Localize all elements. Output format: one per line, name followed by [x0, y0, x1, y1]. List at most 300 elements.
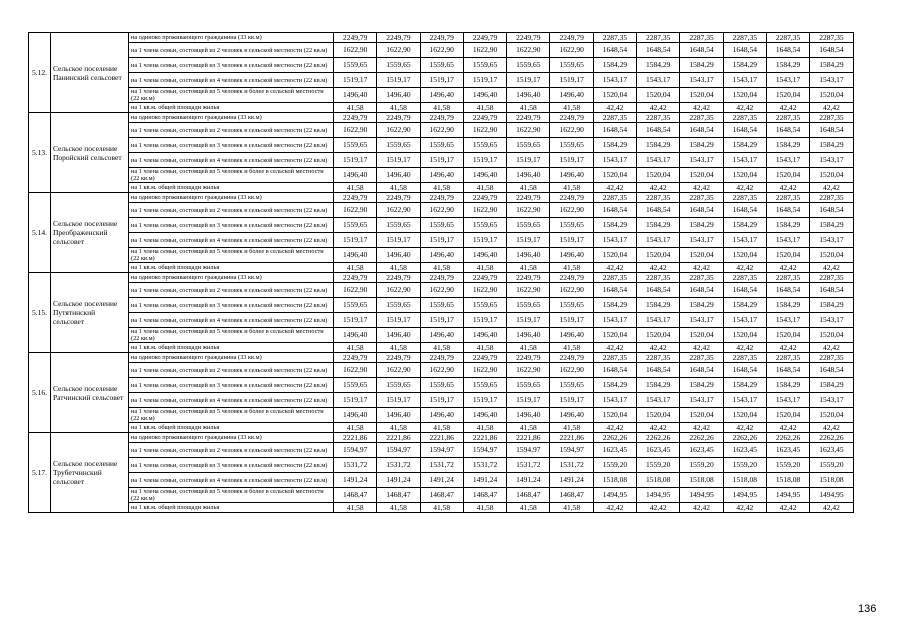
value-cell: 1496,40: [377, 88, 420, 103]
value-cell: 1622,90: [463, 283, 506, 298]
value-cell: 1531,72: [507, 458, 550, 473]
value-cell: 1520,04: [723, 248, 766, 263]
table-row: [29, 218, 854, 233]
value-cell: 2287,35: [810, 113, 853, 123]
value-cell: 1520,04: [723, 168, 766, 183]
value-cell: 2249,79: [377, 113, 420, 123]
value-cell: 1648,54: [766, 43, 809, 58]
value-cell: 2249,79: [377, 353, 420, 363]
value-cell: 1519,17: [420, 393, 463, 408]
value-cell: 2287,35: [766, 353, 809, 363]
value-cell: 1559,65: [507, 138, 550, 153]
table-row: [29, 103, 854, 113]
value-cell: 42,42: [810, 183, 853, 193]
value-cell: 1531,72: [377, 458, 420, 473]
table-row: [29, 313, 854, 328]
value-cell: 1584,29: [810, 378, 853, 393]
table-row: [29, 283, 854, 298]
value-cell: 2221,86: [550, 433, 593, 443]
value-cell: 42,42: [723, 503, 766, 513]
value-cell: 1622,90: [420, 43, 463, 58]
value-cell: 41,58: [377, 103, 420, 113]
value-cell: 2249,79: [334, 113, 377, 123]
value-cell: 1648,54: [723, 283, 766, 298]
value-cell: 1622,90: [550, 123, 593, 138]
row-description: на 1 члена семьи, состоящей из 2 человек в сельской местности (22 кв.м): [129, 203, 334, 218]
value-cell: 1622,90: [550, 283, 593, 298]
value-cell: 1519,17: [334, 313, 377, 328]
value-cell: 1623,45: [766, 443, 809, 458]
value-cell: 1648,54: [766, 283, 809, 298]
value-cell: 1531,72: [420, 458, 463, 473]
value-cell: 1543,17: [766, 233, 809, 248]
value-cell: 1622,90: [334, 283, 377, 298]
value-cell: 1594,97: [463, 443, 506, 458]
row-description: на одиноко проживающего гражданина (33 кв.м): [129, 353, 334, 363]
value-cell: 41,58: [420, 183, 463, 193]
value-cell: 42,42: [593, 183, 636, 193]
row-description: на 1 члена семьи, состоящей из 3 человек в сельской местности (22 кв.м): [129, 458, 334, 473]
value-cell: 2287,35: [766, 113, 809, 123]
value-cell: 1559,65: [377, 218, 420, 233]
value-cell: 1520,04: [680, 328, 723, 343]
value-cell: 1584,29: [810, 298, 853, 313]
value-cell: 1531,72: [463, 458, 506, 473]
value-cell: 1559,65: [550, 298, 593, 313]
value-cell: 1584,29: [766, 218, 809, 233]
value-cell: 1559,65: [550, 378, 593, 393]
value-cell: 1496,40: [334, 408, 377, 423]
row-description: на 1 члена семьи, состоящей из 5 человек и более в сельской местности (22 кв.м): [129, 328, 334, 343]
value-cell: 1519,17: [463, 233, 506, 248]
value-cell: 1584,29: [810, 58, 853, 73]
table-row: [29, 33, 854, 43]
value-cell: 2249,79: [377, 33, 420, 43]
row-description: на 1 кв.м. общей площади жилья: [129, 503, 334, 513]
value-cell: 2249,79: [334, 353, 377, 363]
value-cell: 1496,40: [463, 408, 506, 423]
value-cell: 1559,65: [420, 138, 463, 153]
settlement-name: Сельское поселение Ратчинский сельсовет: [51, 353, 129, 433]
value-cell: 41,58: [550, 103, 593, 113]
value-cell: 41,58: [377, 423, 420, 433]
value-cell: 2287,35: [723, 273, 766, 283]
value-cell: 1468,47: [377, 488, 420, 503]
value-cell: 41,58: [420, 263, 463, 273]
value-cell: 1622,90: [463, 43, 506, 58]
value-cell: 2249,79: [507, 353, 550, 363]
value-cell: 1622,90: [334, 203, 377, 218]
value-cell: 2249,79: [550, 353, 593, 363]
value-cell: 1559,20: [637, 458, 680, 473]
value-cell: 1559,20: [723, 458, 766, 473]
value-cell: 1559,65: [334, 218, 377, 233]
row-description: на 1 кв.м. общей площади жилья: [129, 183, 334, 193]
value-cell: 1520,04: [593, 88, 636, 103]
value-cell: 42,42: [593, 423, 636, 433]
value-cell: 1584,29: [593, 378, 636, 393]
value-cell: 42,42: [723, 183, 766, 193]
table-row: [29, 433, 854, 443]
value-cell: 1594,97: [507, 443, 550, 458]
value-cell: 1468,47: [507, 488, 550, 503]
value-cell: 1543,17: [637, 233, 680, 248]
value-cell: 42,42: [680, 423, 723, 433]
value-cell: 1496,40: [420, 328, 463, 343]
value-cell: 1648,54: [593, 283, 636, 298]
table-row: [29, 408, 854, 423]
value-cell: 42,42: [593, 343, 636, 353]
value-cell: 1491,24: [550, 473, 593, 488]
value-cell: 1520,04: [810, 168, 853, 183]
value-cell: 1496,40: [420, 248, 463, 263]
value-cell: 1519,17: [463, 153, 506, 168]
value-cell: 1491,24: [377, 473, 420, 488]
value-cell: 1594,97: [420, 443, 463, 458]
value-cell: 1648,54: [723, 123, 766, 138]
value-cell: 42,42: [680, 103, 723, 113]
value-cell: 1559,20: [766, 458, 809, 473]
value-cell: 1648,54: [723, 203, 766, 218]
value-cell: 1584,29: [766, 58, 809, 73]
table-row: [29, 363, 854, 378]
value-cell: 1648,54: [593, 363, 636, 378]
row-description: на одиноко проживающего гражданина (33 кв.м): [129, 433, 334, 443]
value-cell: 41,58: [420, 423, 463, 433]
value-cell: 1543,17: [680, 313, 723, 328]
value-cell: 1648,54: [810, 203, 853, 218]
value-cell: 41,58: [334, 503, 377, 513]
table-row: [29, 263, 854, 273]
value-cell: 41,58: [507, 263, 550, 273]
value-cell: 2221,86: [334, 433, 377, 443]
value-cell: 1496,40: [463, 168, 506, 183]
value-cell: 1519,17: [420, 233, 463, 248]
value-cell: 1543,17: [637, 73, 680, 88]
table-row: [29, 488, 854, 503]
value-cell: 1584,29: [810, 218, 853, 233]
row-description: на 1 члена семьи, состоящей из 2 человек в сельской местности (22 кв.м): [129, 123, 334, 138]
value-cell: 41,58: [377, 503, 420, 513]
tariff-table: [28, 32, 854, 513]
value-cell: 2287,35: [680, 353, 723, 363]
value-cell: 1648,54: [637, 203, 680, 218]
row-description: на 1 члена семьи, состоящей из 3 человек в сельской местности (22 кв.м): [129, 378, 334, 393]
value-cell: 2221,86: [463, 433, 506, 443]
value-cell: 42,42: [593, 103, 636, 113]
value-cell: 1584,29: [593, 218, 636, 233]
value-cell: 1520,04: [810, 248, 853, 263]
row-description: на одиноко проживающего гражданина (33 кв.м): [129, 113, 334, 123]
row-description: на 1 члена семьи, состоящей из 3 человек в сельской местности (22 кв.м): [129, 138, 334, 153]
value-cell: 1648,54: [766, 363, 809, 378]
value-cell: 1622,90: [377, 43, 420, 58]
value-cell: 1559,65: [463, 218, 506, 233]
value-cell: 1491,24: [334, 473, 377, 488]
value-cell: 2249,79: [463, 273, 506, 283]
value-cell: 2249,79: [463, 33, 506, 43]
value-cell: 1622,90: [507, 43, 550, 58]
value-cell: 1543,17: [637, 313, 680, 328]
value-cell: 1622,90: [377, 363, 420, 378]
row-description: на 1 кв.м. общей площади жилья: [129, 103, 334, 113]
value-cell: 1648,54: [680, 283, 723, 298]
value-cell: 1496,40: [507, 168, 550, 183]
value-cell: 2249,79: [507, 33, 550, 43]
value-cell: 1520,04: [723, 88, 766, 103]
value-cell: 1494,95: [810, 488, 853, 503]
value-cell: 1559,65: [420, 58, 463, 73]
row-description: на 1 кв.м. общей площади жилья: [129, 343, 334, 353]
value-cell: 1496,40: [507, 408, 550, 423]
value-cell: 1519,17: [420, 153, 463, 168]
value-cell: 1496,40: [334, 248, 377, 263]
value-cell: 41,58: [550, 503, 593, 513]
value-cell: 1519,17: [377, 153, 420, 168]
value-cell: 1496,40: [550, 168, 593, 183]
value-cell: 41,58: [507, 183, 550, 193]
table-row: [29, 503, 854, 513]
value-cell: 41,58: [507, 103, 550, 113]
row-description: на 1 члена семьи, состоящей из 4 человек в сельской местности (22 кв.м): [129, 473, 334, 488]
value-cell: 1584,29: [766, 298, 809, 313]
value-cell: 41,58: [334, 183, 377, 193]
value-cell: 1518,08: [637, 473, 680, 488]
value-cell: 1468,47: [420, 488, 463, 503]
value-cell: 1496,40: [550, 88, 593, 103]
value-cell: 41,58: [377, 263, 420, 273]
row-description: на 1 члена семьи, состоящей из 5 человек и более в сельской местности (22 кв.м): [129, 168, 334, 183]
value-cell: 1559,20: [593, 458, 636, 473]
value-cell: 1496,40: [507, 88, 550, 103]
value-cell: 1559,65: [463, 138, 506, 153]
value-cell: 1559,65: [334, 378, 377, 393]
row-description: на одиноко проживающего гражданина (33 кв.м): [129, 33, 334, 43]
value-cell: 1622,90: [420, 123, 463, 138]
value-cell: 2249,79: [550, 113, 593, 123]
value-cell: 1496,40: [334, 88, 377, 103]
value-cell: 42,42: [637, 423, 680, 433]
value-cell: 1648,54: [810, 283, 853, 298]
value-cell: 1584,29: [680, 58, 723, 73]
table-row: [29, 193, 854, 203]
value-cell: 1518,08: [680, 473, 723, 488]
value-cell: 42,42: [810, 103, 853, 113]
value-cell: 41,58: [550, 183, 593, 193]
value-cell: 1520,04: [766, 88, 809, 103]
table-row: [29, 153, 854, 168]
value-cell: 42,42: [766, 263, 809, 273]
value-cell: 2287,35: [593, 273, 636, 283]
value-cell: 1622,90: [463, 123, 506, 138]
value-cell: 2249,79: [420, 33, 463, 43]
page-number: 136: [858, 603, 877, 615]
value-cell: 1520,04: [766, 328, 809, 343]
value-cell: 2249,79: [334, 193, 377, 203]
value-cell: 1519,17: [334, 233, 377, 248]
value-cell: 1559,65: [377, 298, 420, 313]
value-cell: 1543,17: [593, 153, 636, 168]
value-cell: 1496,40: [550, 248, 593, 263]
section-index: 5.15.: [29, 273, 51, 353]
value-cell: 1559,65: [507, 298, 550, 313]
table-row: [29, 203, 854, 218]
value-cell: 1622,90: [463, 363, 506, 378]
value-cell: 2249,79: [377, 193, 420, 203]
value-cell: 1543,17: [810, 313, 853, 328]
value-cell: 1584,29: [637, 138, 680, 153]
value-cell: 2287,35: [637, 353, 680, 363]
value-cell: 1622,90: [334, 123, 377, 138]
value-cell: 1584,29: [723, 138, 766, 153]
value-cell: 1519,17: [334, 153, 377, 168]
value-cell: 2287,35: [680, 33, 723, 43]
value-cell: 1648,54: [637, 363, 680, 378]
value-cell: 2262,26: [593, 433, 636, 443]
value-cell: 42,42: [723, 263, 766, 273]
value-cell: 2287,35: [766, 33, 809, 43]
value-cell: 1519,17: [507, 153, 550, 168]
value-cell: 1648,54: [637, 283, 680, 298]
table-row: [29, 343, 854, 353]
value-cell: 1559,20: [680, 458, 723, 473]
table-row: [29, 233, 854, 248]
section-index: 5.13.: [29, 113, 51, 193]
row-description: на 1 члена семьи, состоящей из 5 человек и более в сельской местности (22 кв.м): [129, 488, 334, 503]
value-cell: 2249,79: [334, 273, 377, 283]
value-cell: 1519,17: [463, 73, 506, 88]
value-cell: 1520,04: [810, 408, 853, 423]
value-cell: 1622,90: [507, 363, 550, 378]
value-cell: 1559,65: [334, 298, 377, 313]
row-description: на 1 члена семьи, состоящей из 2 человек в сельской местности (22 кв.м): [129, 363, 334, 378]
value-cell: 42,42: [637, 103, 680, 113]
value-cell: 1623,45: [723, 443, 766, 458]
value-cell: 1559,65: [463, 58, 506, 73]
table-row: [29, 58, 854, 73]
section-index: 5.14.: [29, 193, 51, 273]
value-cell: 1594,97: [334, 443, 377, 458]
value-cell: 1519,17: [377, 393, 420, 408]
value-cell: 2287,35: [680, 193, 723, 203]
value-cell: 1584,29: [637, 298, 680, 313]
value-cell: 1648,54: [810, 363, 853, 378]
value-cell: 2249,79: [463, 353, 506, 363]
value-cell: 1584,29: [680, 378, 723, 393]
value-cell: 42,42: [766, 503, 809, 513]
value-cell: 1543,17: [766, 153, 809, 168]
value-cell: 41,58: [463, 103, 506, 113]
value-cell: 2287,35: [723, 353, 766, 363]
value-cell: 1594,97: [377, 443, 420, 458]
value-cell: 1543,17: [680, 233, 723, 248]
value-cell: 1648,54: [680, 203, 723, 218]
value-cell: 1559,65: [377, 138, 420, 153]
value-cell: 42,42: [810, 263, 853, 273]
value-cell: 1543,17: [723, 73, 766, 88]
value-cell: 2249,79: [550, 193, 593, 203]
table-row: [29, 183, 854, 193]
value-cell: 2287,35: [593, 33, 636, 43]
value-cell: 1622,90: [377, 123, 420, 138]
row-description: на 1 члена семьи, состоящей из 5 человек и более в сельской местности (22 кв.м): [129, 248, 334, 263]
value-cell: 1496,40: [377, 328, 420, 343]
value-cell: 2249,79: [507, 113, 550, 123]
value-cell: 2221,86: [507, 433, 550, 443]
value-cell: 1584,29: [723, 378, 766, 393]
value-cell: 1494,95: [766, 488, 809, 503]
value-cell: 1543,17: [810, 233, 853, 248]
value-cell: 1519,17: [507, 313, 550, 328]
value-cell: 1496,40: [334, 328, 377, 343]
value-cell: 1496,40: [377, 408, 420, 423]
value-cell: 1543,17: [810, 153, 853, 168]
value-cell: 1622,90: [550, 43, 593, 58]
value-cell: 2287,35: [637, 273, 680, 283]
value-cell: 1622,90: [377, 203, 420, 218]
table-row: [29, 123, 854, 138]
value-cell: 1520,04: [637, 408, 680, 423]
value-cell: 1622,90: [334, 43, 377, 58]
value-cell: 42,42: [810, 423, 853, 433]
value-cell: 1468,47: [334, 488, 377, 503]
value-cell: 1543,17: [680, 153, 723, 168]
value-cell: 1559,65: [334, 58, 377, 73]
table-row: [29, 43, 854, 58]
value-cell: 1623,45: [593, 443, 636, 458]
value-cell: 1559,65: [550, 58, 593, 73]
value-cell: 1520,04: [680, 168, 723, 183]
value-cell: 1520,04: [637, 248, 680, 263]
value-cell: 2221,86: [420, 433, 463, 443]
row-description: на 1 члена семьи, состоящей из 4 человек в сельской местности (22 кв.м): [129, 233, 334, 248]
value-cell: 1496,40: [550, 408, 593, 423]
value-cell: 1496,40: [463, 328, 506, 343]
settlement-name: Сельское поселение Панинский сельсовет: [51, 33, 129, 113]
value-cell: 2249,79: [420, 273, 463, 283]
value-cell: 1623,45: [637, 443, 680, 458]
value-cell: 1519,17: [420, 73, 463, 88]
value-cell: 2249,79: [420, 193, 463, 203]
value-cell: 1519,17: [550, 393, 593, 408]
value-cell: 1519,17: [377, 313, 420, 328]
value-cell: 1543,17: [723, 153, 766, 168]
table-row: [29, 248, 854, 263]
value-cell: 1559,20: [810, 458, 853, 473]
table-row: [29, 423, 854, 433]
value-cell: 1543,17: [810, 393, 853, 408]
value-cell: 2262,26: [723, 433, 766, 443]
value-cell: 1622,90: [550, 203, 593, 218]
value-cell: 1622,90: [507, 283, 550, 298]
row-description: на 1 члена семьи, состоящей из 3 человек в сельской местности (22 кв.м): [129, 58, 334, 73]
row-description: на 1 кв.м. общей площади жилья: [129, 423, 334, 433]
value-cell: 1622,90: [507, 203, 550, 218]
value-cell: 42,42: [723, 103, 766, 113]
value-cell: 1648,54: [680, 43, 723, 58]
value-cell: 41,58: [507, 343, 550, 353]
value-cell: 1559,65: [550, 218, 593, 233]
value-cell: 1648,54: [680, 123, 723, 138]
value-cell: 1543,17: [593, 233, 636, 248]
value-cell: 1584,29: [766, 138, 809, 153]
value-cell: 1496,40: [507, 248, 550, 263]
value-cell: 1543,17: [723, 233, 766, 248]
row-description: на одиноко проживающего гражданина (33 кв.м): [129, 193, 334, 203]
table-row: [29, 353, 854, 363]
value-cell: 1559,65: [463, 378, 506, 393]
value-cell: 41,58: [334, 423, 377, 433]
